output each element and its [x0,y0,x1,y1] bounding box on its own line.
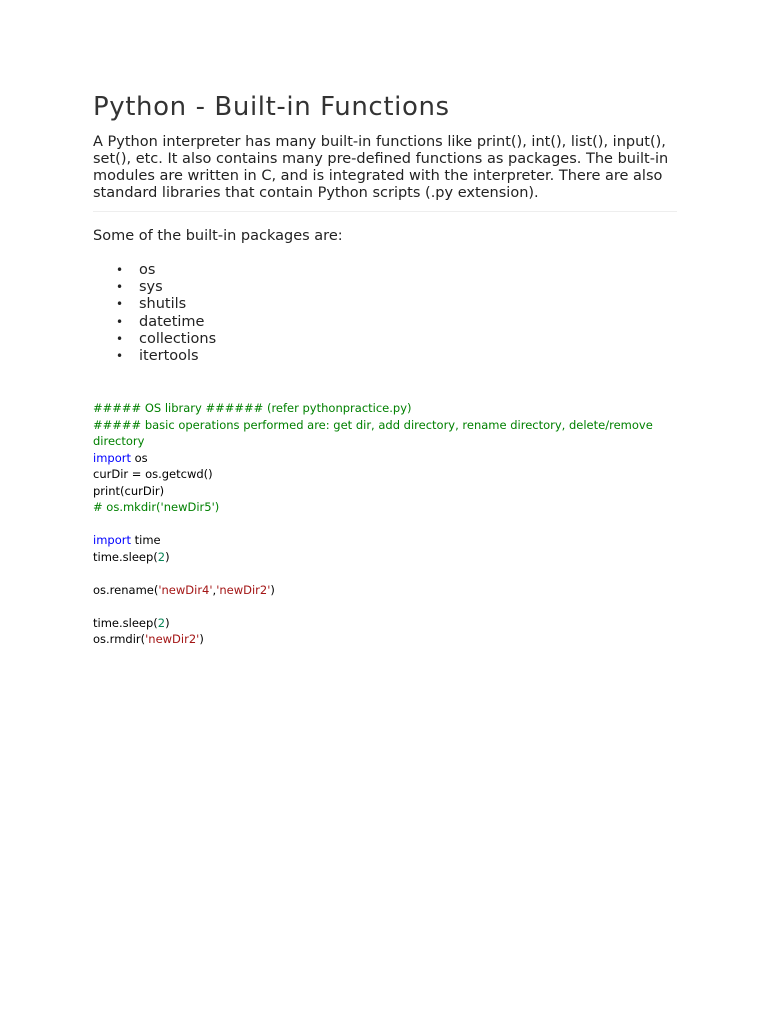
package-name: os [139,262,156,278]
code-number: 2 [157,615,166,630]
code-line: print(curDir) [93,483,165,498]
list-item [93,262,677,279]
code-text: ) [165,549,170,564]
code-text: ) [199,632,204,647]
code-blank-line [93,565,677,582]
code-keyword: import [93,450,131,465]
code-text: time.sleep( [93,549,158,564]
code-text: time.sleep( [93,615,158,630]
code-text: os [130,450,148,465]
code-comment: # os.mkdir('newDir5') [93,500,220,515]
bullet-icon: • [116,297,124,312]
list-item [93,348,677,365]
code-number: 2 [157,549,166,564]
package-name: itertools [139,348,199,365]
code-text: os.rename( [93,582,159,597]
bullet-icon: • [116,263,124,277]
code-keyword: import [93,533,131,548]
package-name: datetime [139,313,205,330]
page-title: Python - Built-in Functions [93,92,450,122]
list-item [93,296,677,313]
code-string: 'newDir4' [158,582,213,597]
code-line: curDir = os.getcwd() [93,467,213,482]
code-blank-line [93,598,677,615]
code-text: ) [165,615,170,630]
packages-heading: Some of the built-in packages are: [93,228,343,244]
bullet-icon: • [116,331,124,346]
package-name: shutils [139,296,187,313]
code-line [93,631,677,648]
code-string: 'newDir2' [216,582,271,597]
package-list [93,262,677,365]
code-text: ) [270,582,275,597]
intro-paragraph: A Python interpreter has many built-in functions like print(), int(), list(), input(), set(), etc. It also contains many pre-defined functions as packages. The built-in modules are written in C, and is integrated with the interpreter. There are also standard libraries that contain Python scripts (.py extension). [93,134,669,201]
code-line [93,450,677,467]
code-line [93,615,677,632]
code-string: 'newDir2' [145,632,200,647]
divider [93,211,677,212]
code-line [93,532,677,549]
bullet-icon: • [116,349,124,364]
package-name: sys [139,279,163,296]
code-line [93,549,677,566]
list-item [93,314,677,331]
code-text: time [130,533,161,548]
bullet-icon: • [116,314,124,329]
code-text: , [212,582,217,597]
document-page [93,88,677,648]
code-text: os.rmdir( [93,632,146,647]
bullet-icon: • [116,280,124,295]
package-name: collections [139,330,217,347]
list-item [93,331,677,348]
code-block [93,400,677,648]
list-item [93,279,677,296]
code-line [93,582,677,599]
code-comment: ##### OS library ###### (refer pythonpractice.py) [93,401,412,416]
code-blank-line [93,516,677,533]
code-comment: ##### basic operations performed are: get dir, add directory, rename directory, delete/remove directory [93,417,657,449]
